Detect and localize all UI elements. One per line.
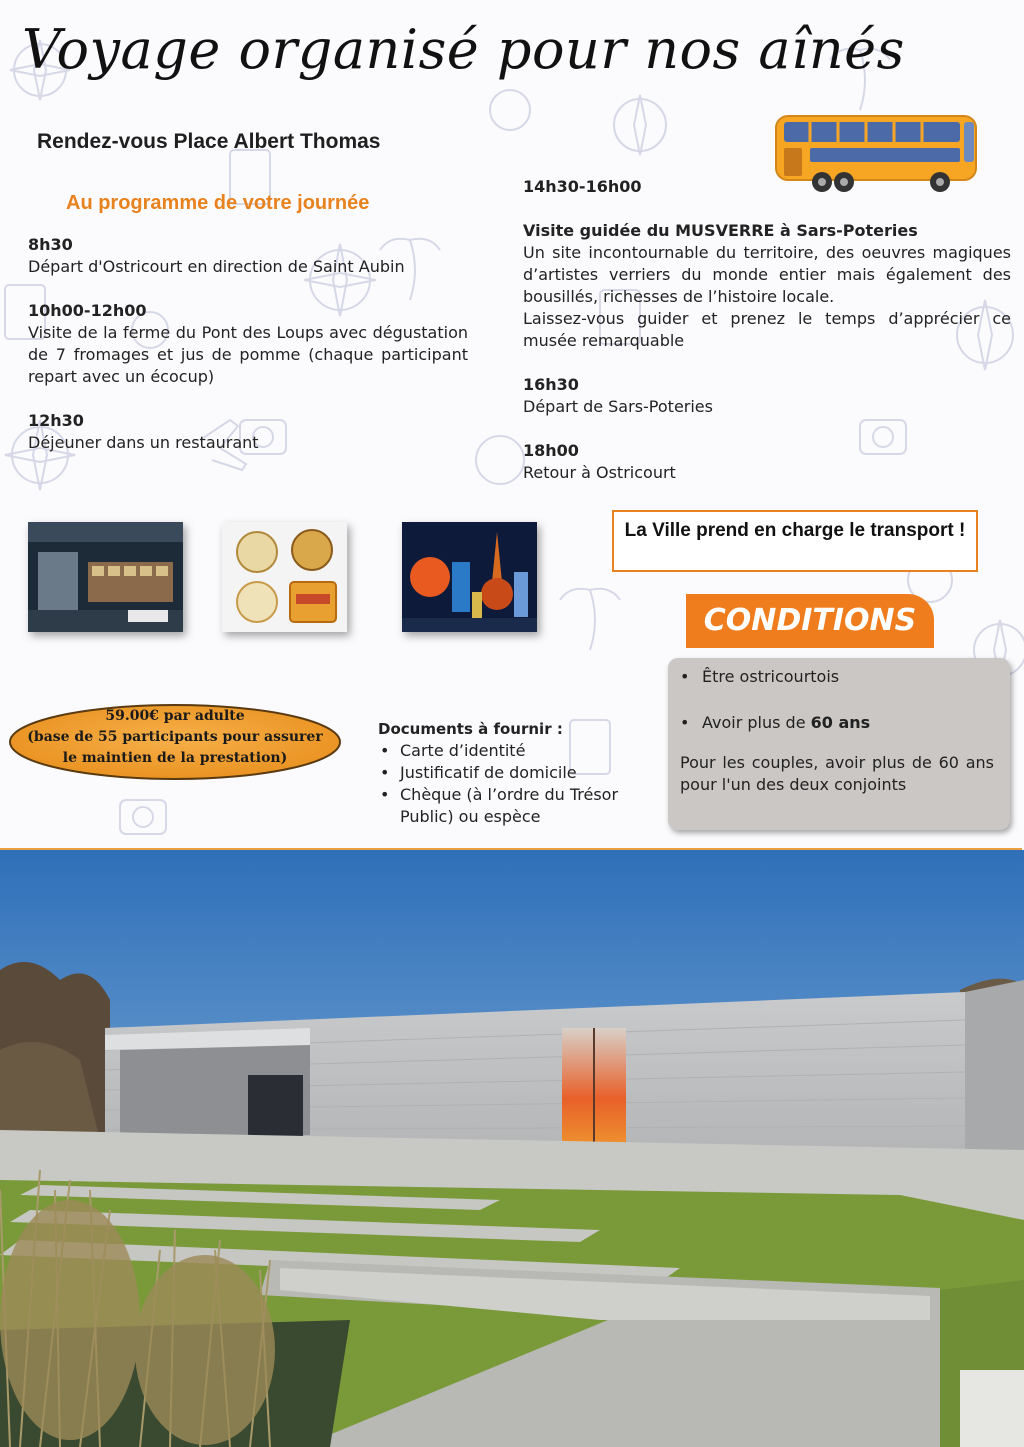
page-title: Voyage organisé pour nos aînés: [22, 18, 905, 81]
photo-cheeses: [222, 522, 347, 632]
transport-notice: La Ville prend en charge le transport !: [612, 510, 978, 572]
schedule-morning: [28, 234, 468, 454]
schedule-afternoon: [523, 176, 1011, 484]
photo-glass-art: [402, 522, 537, 632]
price-badge: [6, 702, 344, 782]
schedule-text: Visite de la ferme du Pont des Loups avec dégustation de 7 fromages et jus de pomme (chaque participant repart avec un écocup): [28, 323, 468, 386]
condition-age: 60 ans: [810, 713, 871, 732]
meeting-point: Rendez-vous Place Albert Thomas: [37, 130, 381, 153]
time-label: 14h30-16h00: [523, 177, 642, 196]
program-heading: Au programme de votre journée: [66, 192, 370, 214]
time-label: 18h00: [523, 441, 579, 460]
documents-heading: Documents à fournir :: [378, 720, 563, 738]
photo-musverre-museum: [0, 850, 1024, 1447]
visit-heading: Visite guidée du MUSVERRE à Sars-Poteries: [523, 221, 918, 240]
time-label: 16h30: [523, 375, 579, 394]
document-item: • Justificatif de domicile: [378, 762, 648, 784]
price-note: (base de 55 participants pour assurer: [27, 729, 323, 745]
photo-farm-shop: [28, 522, 183, 632]
schedule-text: Déjeuner dans un restaurant: [28, 433, 259, 452]
condition-text: Avoir plus de: [702, 713, 811, 732]
schedule-text: Laissez-vous guider et prenez le temps d’apprécier ce musée remarquable: [523, 309, 1011, 350]
documents-list: [378, 718, 648, 828]
time-label: 8h30: [28, 235, 73, 254]
time-label: 12h30: [28, 411, 84, 430]
conditions-note: Pour les couples, avoir plus de 60 ans pour l'un des deux conjoints: [680, 753, 994, 794]
document-item: • Carte d’identité: [378, 740, 648, 762]
schedule-text: Départ de Sars-Poteries: [523, 397, 713, 416]
time-label: 10h00-12h00: [28, 301, 147, 320]
schedule-text: Retour à Ostricourt: [523, 463, 676, 482]
condition-item: • Être ostricourtois: [680, 666, 994, 688]
schedule-text: Départ d'Ostricourt en direction de Saint Aubin: [28, 257, 405, 276]
condition-item: [680, 712, 994, 734]
document-item: • Chèque (à l’ordre du Trésor Public) ou espèce: [378, 784, 648, 828]
conditions-box: [668, 658, 1010, 830]
price-amount: 59.00€ par adulte: [105, 708, 245, 724]
schedule-text: Un site incontournable du territoire, des oeuvres magiques d’artistes verriers du monde entier mais également des bousillés, richesses de l’histoire locale.: [523, 243, 1011, 306]
price-note: le maintien de la prestation): [62, 750, 288, 766]
conditions-heading: CONDITIONS: [686, 594, 934, 648]
